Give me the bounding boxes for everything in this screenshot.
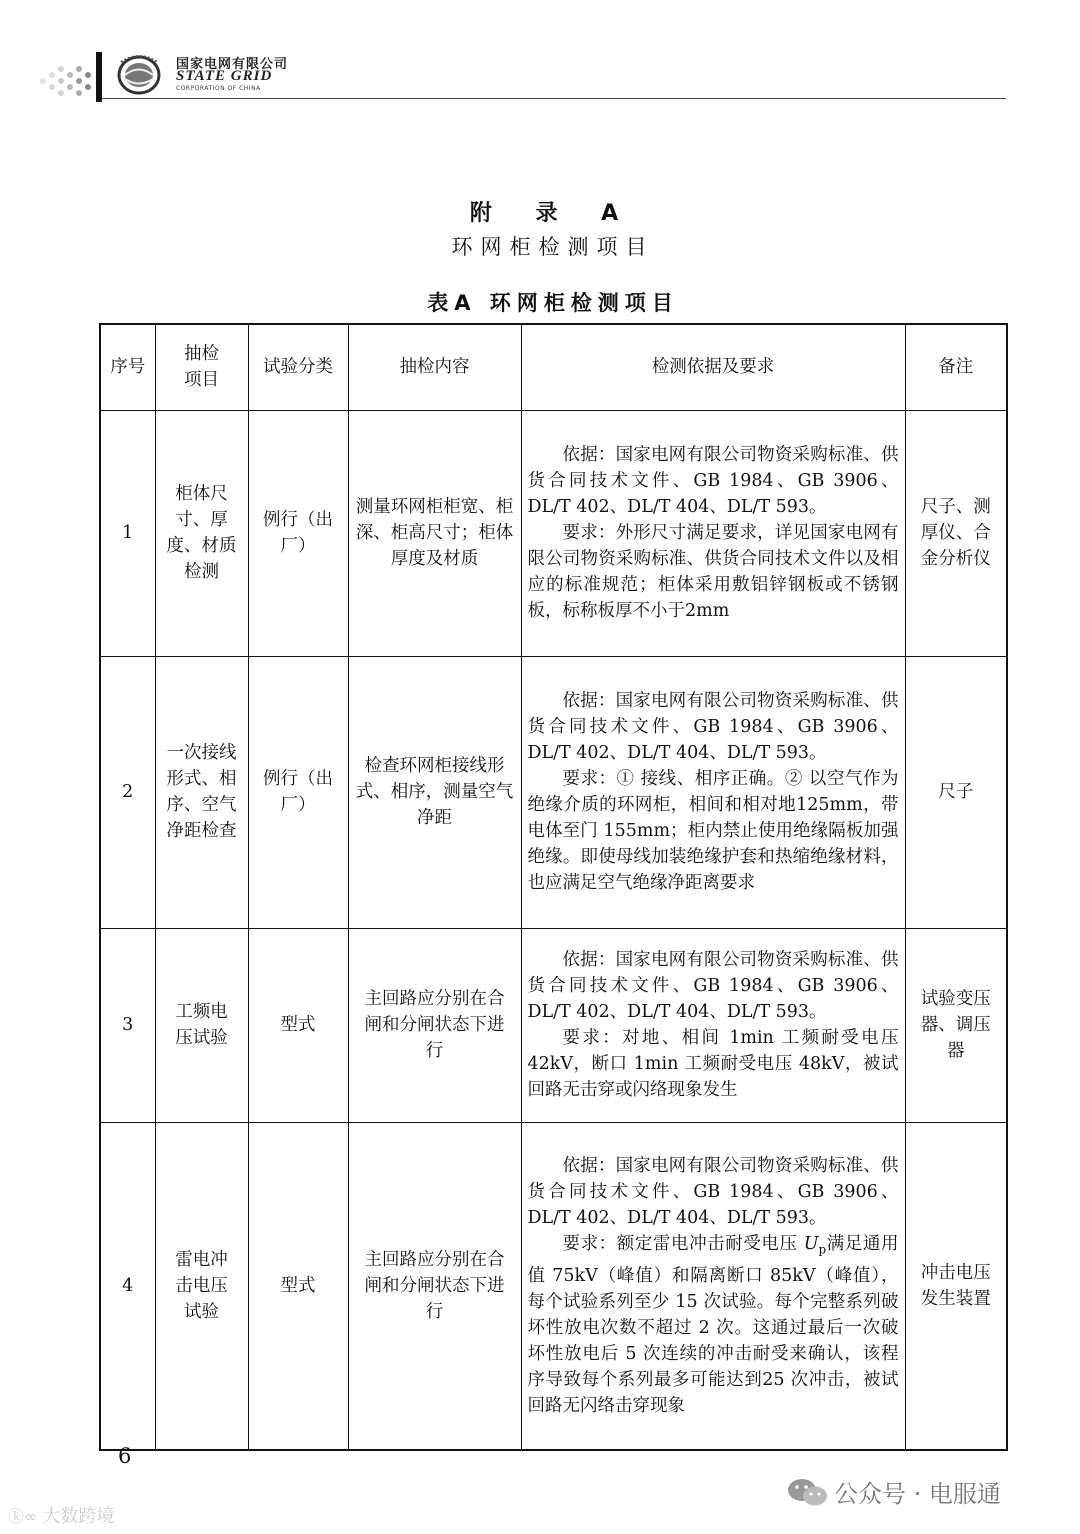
row-requirements xyxy=(521,1122,905,1450)
header-cell: 试验分类 xyxy=(248,324,348,410)
header-cell: 检测依据及要求 xyxy=(521,324,905,410)
row-content: 检查环网柜接线形式、相序，测量空气净距 xyxy=(348,656,521,928)
row-requirement xyxy=(528,1231,899,1419)
watermark-brand: ⓚ∞ 大数跨境 xyxy=(8,1506,115,1527)
row-content: 测量环网柜柜宽、柜深、柜高尺寸；柜体厚度及材质 xyxy=(348,410,521,656)
row-requirements xyxy=(521,928,905,1122)
row-basis: 依据：国家电网有限公司物资采购标准、供货合同技术文件、GB 1984、GB 3906、DL/T 402、DL/T 404、DL/T 593。 xyxy=(527,1156,899,1228)
row-note: 尺子、测厚仪、合金分析仪 xyxy=(905,410,1007,656)
company-name-en: STATE GRID xyxy=(176,68,273,84)
inspection-table xyxy=(99,323,1008,1451)
row-requirements xyxy=(521,656,905,928)
voltage-symbol: U xyxy=(803,1234,819,1254)
table-row xyxy=(100,1122,1007,1450)
row-number: 4 xyxy=(100,1122,155,1450)
company-name-cn: 国家电网有限公司 xyxy=(176,57,289,72)
row-category: 型式 xyxy=(248,928,348,1122)
row-content: 主回路应分别在合闸和分闸状态下进行 xyxy=(348,928,521,1122)
watermark-wechat: 公众号 · 电服通 xyxy=(834,1480,1001,1508)
row-requirement: 要求：① 接线、相序正确。② 以空气作为绝缘介质的环网柜，相间和相对地125mm，带电体至门 155mm；柜内禁止使用绝缘隔板加强绝缘。即使母线加装绝缘护套和热缩绝缘材料，也应满足空气绝缘净距离要求 xyxy=(527,769,899,893)
row-basis: 依据：国家电网有限公司物资采购标准、供货合同技术文件、GB 1984、GB 3906、DL/T 402、DL/T 404、DL/T 593。 xyxy=(527,950,899,1022)
row-content: 主回路应分别在合闸和分闸状态下进行 xyxy=(348,1122,521,1450)
state-grid-logo-icon xyxy=(113,52,165,96)
voltage-subscript: p xyxy=(818,1242,827,1257)
requirement-post: 满足通用值 75kV（峰值）和隔离断口 85kV（峰值），每个试验系列至少 15 次试验。每个完整系列破坏性放电次数不超过 2 次。这通过最后一次破坏性放电后 5 次连续的冲击耐受来确认，该程序导致每个系列最多可能达到25 次冲击，被试回路无闪络击穿现象 xyxy=(527,1234,899,1416)
table-header-row xyxy=(100,324,1007,410)
brand-logo-icon: ⓚ∞ xyxy=(8,1507,43,1526)
table-row xyxy=(100,410,1007,656)
table-caption: 表A 环网柜检测项目 xyxy=(427,291,679,315)
row-number: 1 xyxy=(100,410,155,656)
row-requirement: 要求：对地、相间 1min 工频耐受电压42kV，断口 1min 工频耐受电压 48kV，被试回路无击穿或闪络现象发生 xyxy=(527,1028,899,1100)
requirement-pre: 要求：额定雷电冲击耐受电压 xyxy=(562,1234,804,1254)
row-requirement: 要求：外形尺寸满足要求，详见国家电网有限公司物资采购标准、供货合同技术文件以及相应的标准规范；柜体采用敷铝锌钢板或不锈钢板，标称板厚不小于2mm xyxy=(527,523,899,621)
header-cell: 序号 xyxy=(100,324,155,410)
row-category: 型式 xyxy=(248,1122,348,1450)
row-item: 工频电压试验 xyxy=(155,928,248,1122)
row-note: 尺子 xyxy=(905,656,1007,928)
row-number: 3 xyxy=(100,928,155,1122)
wechat-icon xyxy=(786,1476,830,1508)
row-item: 柜体尺寸、厚度、材质检测 xyxy=(155,410,248,656)
row-item: 雷电冲击电压试验 xyxy=(155,1122,248,1450)
decorative-dots xyxy=(40,66,100,96)
row-number: 2 xyxy=(100,656,155,928)
page-number: 6 xyxy=(118,1444,132,1468)
appendix-subtitle: 环网柜检测项目 xyxy=(451,235,655,259)
page-header xyxy=(0,0,1080,110)
row-basis: 依据：国家电网有限公司物资采购标准、供货合同技术文件、GB 1984、GB 3906、DL/T 402、DL/T 404、DL/T 593。 xyxy=(527,445,899,517)
row-requirements xyxy=(521,410,905,656)
table-row xyxy=(100,928,1007,1122)
header-bar xyxy=(96,52,102,102)
header-cell: 抽检项目 xyxy=(155,324,248,410)
table-row xyxy=(100,656,1007,928)
appendix-title: 附 录 A xyxy=(469,201,637,226)
row-basis: 依据：国家电网有限公司物资采购标准、供货合同技术文件、GB 1984、GB 3906、DL/T 402、DL/T 404、DL/T 593。 xyxy=(527,691,899,763)
header-rule xyxy=(102,98,1006,99)
row-category: 例行（出厂） xyxy=(248,410,348,656)
row-note: 试验变压器、调压器 xyxy=(905,928,1007,1122)
header-cell: 备注 xyxy=(905,324,1007,410)
row-item: 一次接线形式、相序、空气净距检查 xyxy=(155,656,248,928)
header-cell: 抽检内容 xyxy=(348,324,521,410)
company-name-en-sub: CORPORATION OF CHINA xyxy=(176,85,261,92)
row-note: 冲击电压发生装置 xyxy=(905,1122,1007,1450)
row-category: 例行（出厂） xyxy=(248,656,348,928)
